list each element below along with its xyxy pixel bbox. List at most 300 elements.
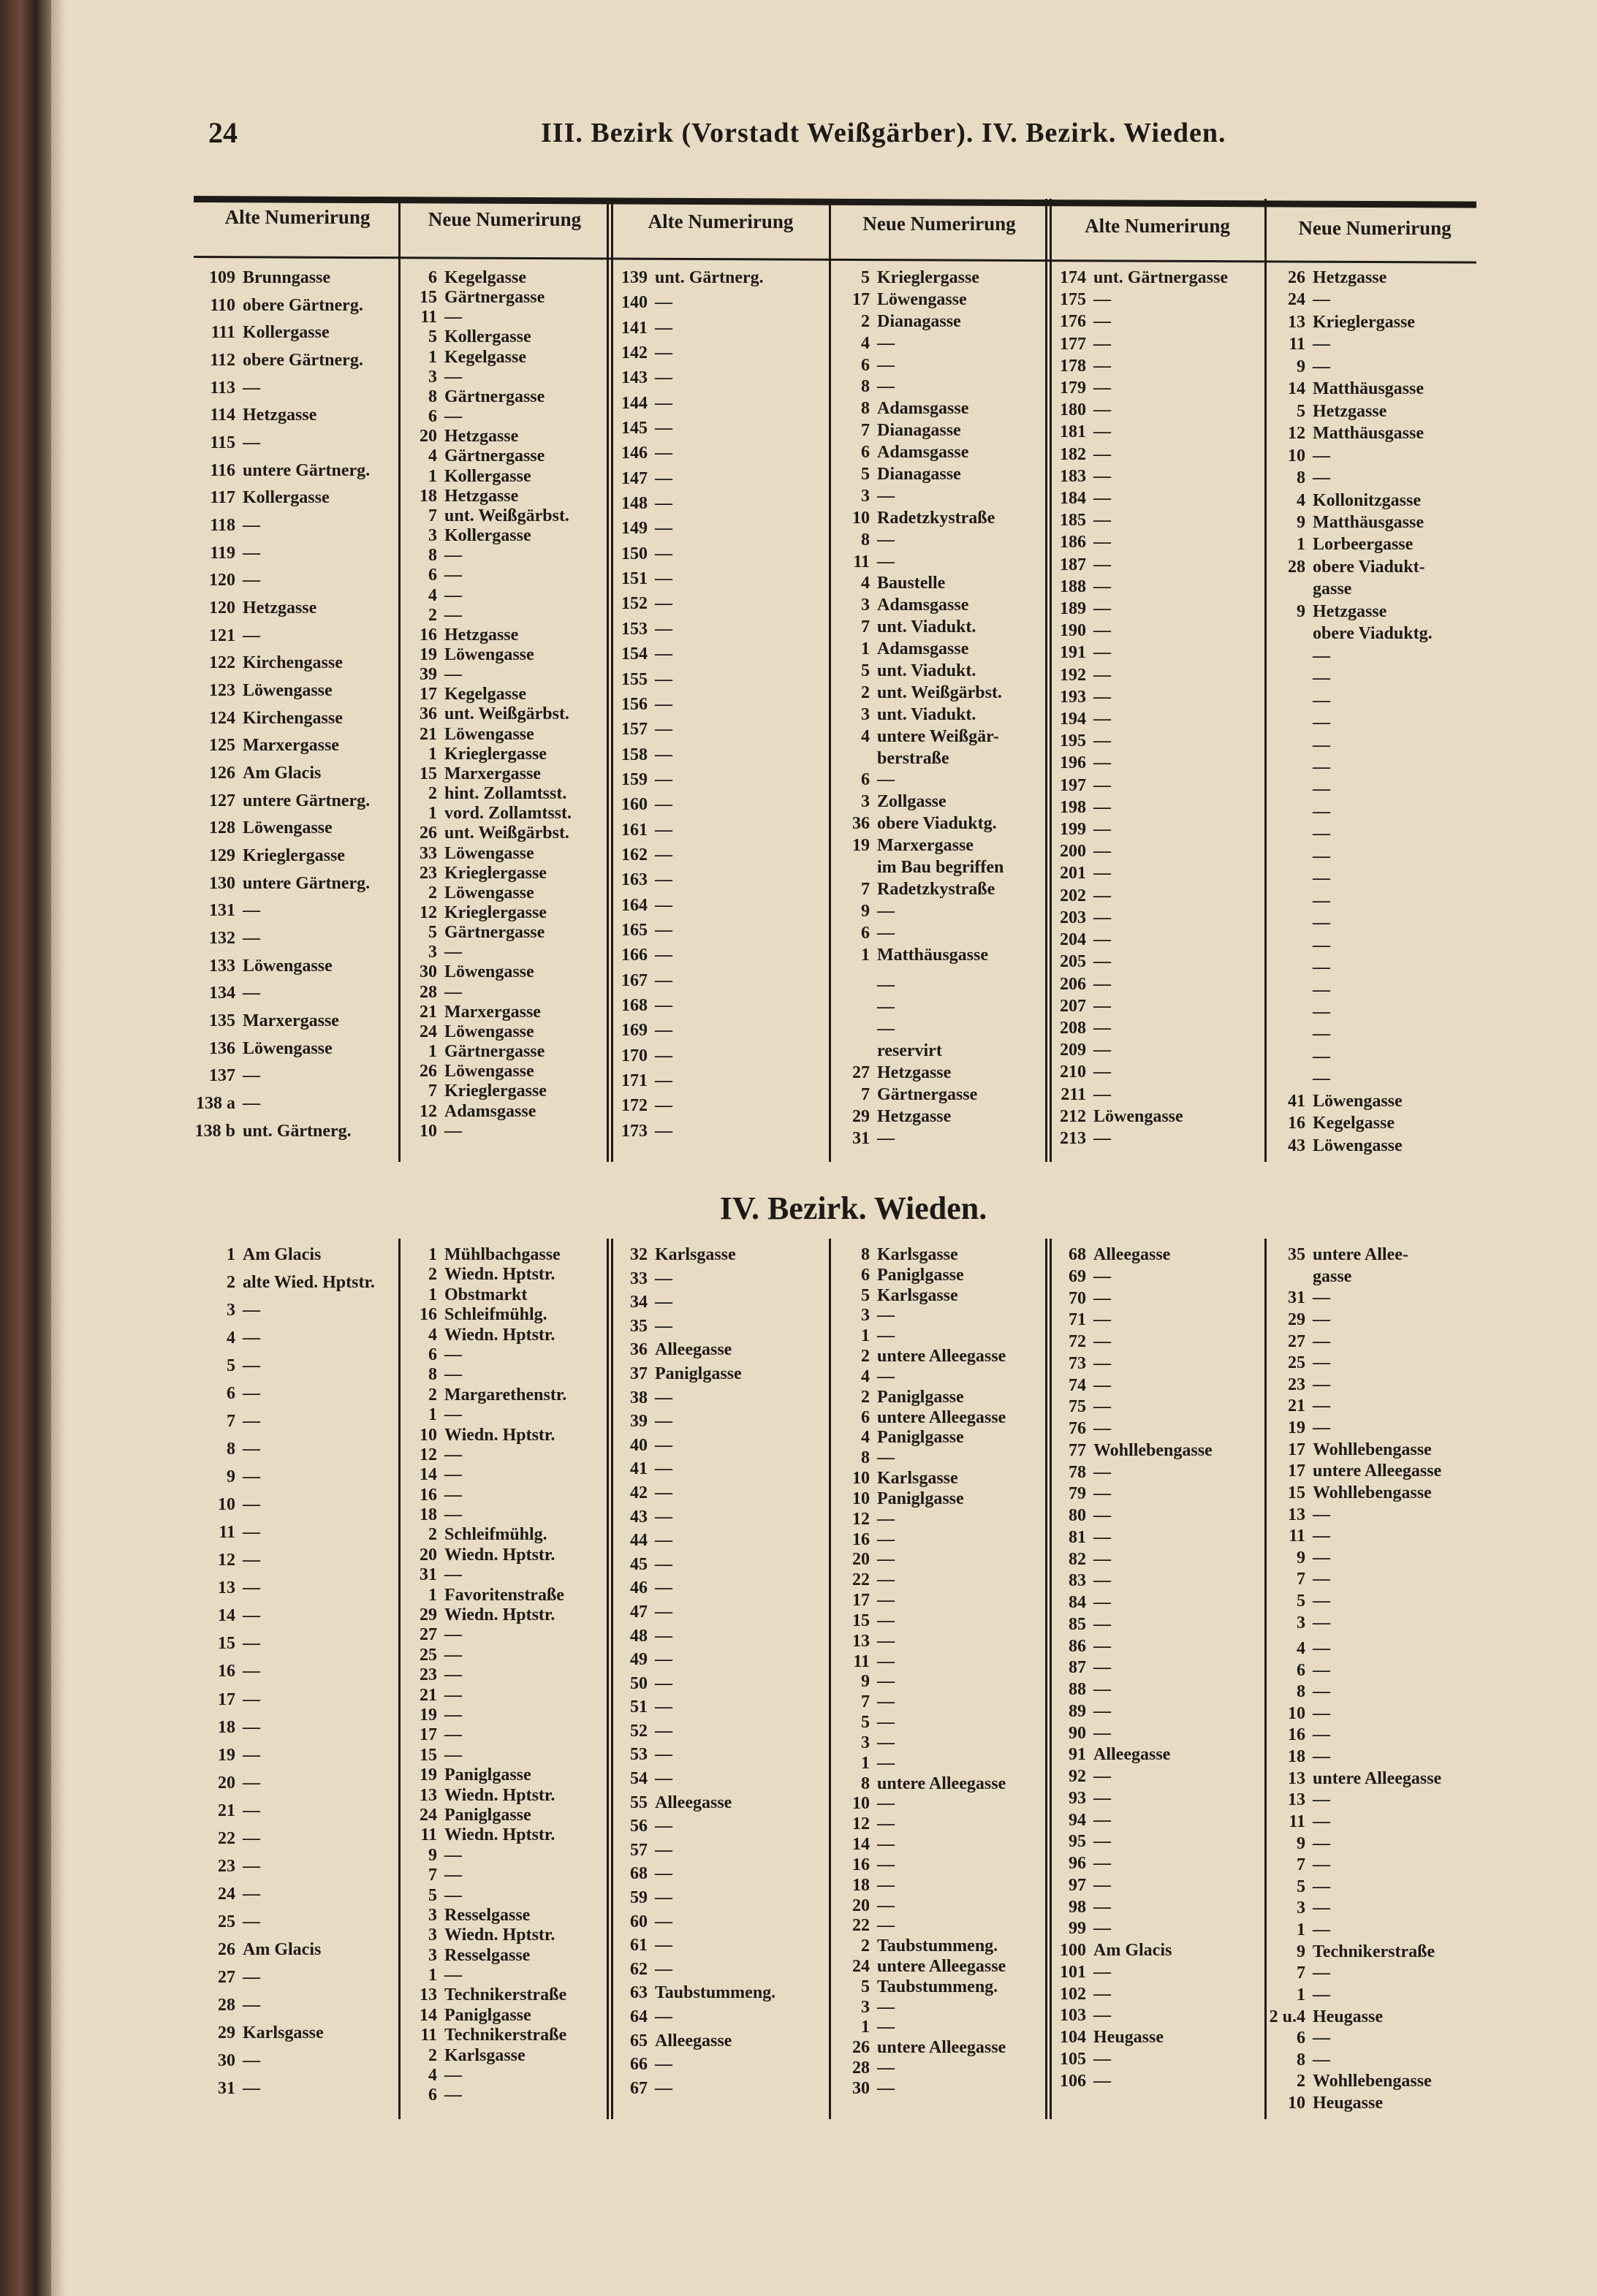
street-name: — [655, 1769, 672, 1789]
house-number: 43 [1288, 1136, 1305, 1155]
house-number: 1 [861, 1326, 870, 1346]
street-name: — [1093, 1549, 1111, 1569]
table-row [1044, 1464, 1259, 1481]
table-row [827, 1775, 1039, 1793]
street-name: — [243, 901, 260, 921]
street-name: — [444, 1885, 462, 1905]
house-number: 64 [630, 2007, 648, 2026]
house-number: 149 [621, 519, 648, 539]
table-row [193, 517, 390, 534]
table-row [193, 682, 390, 699]
table-row [1044, 468, 1259, 485]
street-name: — [877, 1570, 895, 1590]
table-row [395, 1746, 603, 1764]
street-name: — [655, 1293, 672, 1312]
house-number: 105 [1060, 2049, 1086, 2069]
table-row [827, 1388, 1039, 1406]
house-number: 162 [621, 845, 648, 864]
house-number: 182 [1060, 444, 1086, 464]
table-row [1263, 1549, 1475, 1567]
street-name: — [655, 293, 672, 313]
street-name: — [877, 377, 895, 397]
house-number: 47 [630, 1602, 648, 1622]
house-number: 16 [218, 1662, 235, 1681]
house-number: 8 [227, 1440, 235, 1459]
street-name: — [877, 1611, 895, 1630]
street-name: Marxergasse [243, 736, 339, 756]
street-name: — [1093, 621, 1111, 641]
house-number: 16 [852, 1855, 870, 1874]
table-row [1263, 1114, 1475, 1132]
table-row [1263, 1592, 1475, 1610]
house-number: 8 [428, 387, 437, 406]
table-row [395, 705, 603, 723]
street-name: Hetzgasse [1313, 601, 1387, 621]
table-row [1044, 1833, 1259, 1850]
street-name: — [1313, 357, 1330, 376]
table-row [1044, 1507, 1259, 1524]
street-name: — [1093, 1063, 1111, 1082]
table-row [1044, 754, 1259, 772]
table-row [605, 2056, 824, 2073]
street-name: — [1093, 1919, 1111, 1939]
house-number: 17 [420, 685, 437, 704]
house-number: 23 [1288, 1375, 1305, 1394]
house-number: 74 [1069, 1375, 1086, 1395]
street-name: — [655, 1888, 672, 1908]
table-row [1263, 1943, 1475, 1961]
street-name: — [877, 1529, 895, 1549]
street-name: — [1093, 1854, 1111, 1873]
street-name: Löwengasse [444, 883, 534, 902]
table-column [193, 269, 390, 1140]
street-name: — [877, 1794, 895, 1814]
table-row [605, 671, 824, 688]
table-row [1044, 512, 1259, 529]
table-row [605, 1389, 824, 1407]
street-name: Technikerstraße [1313, 1942, 1435, 1961]
table-row [605, 696, 824, 713]
table-row [193, 1095, 390, 1112]
street-name: — [877, 1835, 895, 1855]
table-row [395, 884, 603, 902]
house-number: 147 [621, 468, 648, 488]
table-row [395, 904, 603, 921]
street-name: Kegelgasse [444, 347, 526, 367]
house-number: 104 [1060, 2028, 1086, 2047]
house-number [827, 750, 877, 767]
table-row [1044, 1877, 1259, 1894]
house-number: 17 [1288, 1440, 1305, 1459]
table-row [395, 1726, 603, 1744]
house-number: 17 [852, 289, 870, 309]
house-number: 31 [218, 2078, 235, 2098]
house-number: 161 [621, 820, 648, 840]
table-row [395, 785, 603, 802]
street-name: untere Alleegasse [1313, 1461, 1442, 1481]
house-number [1263, 959, 1313, 976]
table-row [395, 1847, 603, 1864]
house-number: 69 [1069, 1266, 1086, 1286]
table-row [193, 1746, 390, 1764]
house-number: 13 [218, 1578, 235, 1598]
street-name: — [243, 1717, 260, 1737]
table-row [1044, 401, 1259, 419]
street-name: — [243, 1634, 260, 1654]
street-name: — [655, 1864, 672, 1884]
house-number: 10 [852, 508, 870, 528]
street-name: — [1093, 466, 1111, 486]
street-name: untere Alleegasse [1313, 1768, 1442, 1788]
house-number [1263, 848, 1313, 865]
house-number: 138 b [194, 1121, 235, 1141]
street-name: — [243, 984, 260, 1003]
table-row [1263, 780, 1475, 798]
street-name: — [1093, 1571, 1111, 1591]
house-number: 97 [1069, 1875, 1086, 1895]
table-row [605, 997, 824, 1014]
street-name: gasse [1313, 579, 1352, 599]
street-name: — [1093, 1658, 1111, 1678]
street-name: — [243, 1773, 260, 1793]
house-number: 9 [1297, 1833, 1305, 1853]
table-row [827, 815, 1039, 832]
table-row [1263, 2094, 1475, 2112]
house-number: 1 [1297, 1920, 1305, 1939]
street-name: Krieglergasse [444, 744, 547, 764]
house-number: 8 [1297, 1682, 1305, 1702]
house-number: 16 [852, 1529, 870, 1549]
street-name: unt. Weißgärbst. [444, 506, 569, 525]
house-number: 33 [420, 843, 437, 863]
table-row [1044, 1333, 1259, 1350]
street-name: Taubstummeng. [877, 1977, 998, 1996]
table-row [827, 859, 1039, 876]
street-name: Löwengasse [1093, 1106, 1183, 1126]
street-name: untere Gärtnerg. [243, 873, 371, 893]
house-number [1263, 1268, 1313, 1285]
street-name: — [1093, 1128, 1111, 1148]
table-row [395, 1907, 603, 1924]
table-row [605, 1889, 824, 1907]
house-number: 164 [621, 895, 648, 915]
house-number: 6 [428, 268, 437, 287]
table-row [605, 470, 824, 487]
street-name: — [877, 901, 895, 921]
street-name: — [655, 769, 672, 789]
house-number: 3 [1297, 1898, 1305, 1918]
table-row [193, 1635, 390, 1652]
street-name: — [1313, 691, 1330, 710]
house-number: 18 [218, 1717, 235, 1737]
house-number: 13 [1288, 1505, 1305, 1524]
house-number: 10 [1288, 446, 1305, 465]
house-number: 5 [861, 661, 870, 681]
house-number: 68 [630, 1864, 648, 1884]
table-row [395, 1926, 603, 1944]
table-row [1044, 1355, 1259, 1372]
house-number: 6 [861, 1407, 870, 1427]
table-row [395, 2007, 603, 2024]
table-row [1044, 1638, 1259, 1655]
street-name: untere Gärtnerg. [243, 791, 371, 810]
table-row [193, 1691, 390, 1708]
house-number [1263, 914, 1313, 932]
street-name: — [1313, 1638, 1330, 1658]
street-name: — [877, 1733, 895, 1752]
house-number: 207 [1060, 996, 1086, 1016]
table-row [1044, 1681, 1259, 1698]
house-number: 200 [1060, 842, 1086, 862]
house-number: 2 [861, 1347, 870, 1366]
house-number: 2 [428, 1525, 437, 1545]
house-number: 1 [861, 2018, 870, 2037]
table-row [395, 1666, 603, 1684]
house-number: 9 [227, 1467, 235, 1487]
table-row [827, 400, 1039, 417]
street-name: — [243, 1384, 260, 1404]
table-row [1263, 269, 1475, 286]
street-name: Baustelle [877, 574, 946, 593]
house-number: 29 [852, 1106, 870, 1126]
column-header: Neue Numerirung [1298, 217, 1452, 239]
street-name: — [1093, 1041, 1111, 1060]
house-number: 44 [630, 1531, 648, 1551]
table-row [827, 1571, 1039, 1589]
street-name: Marxergasse [877, 836, 974, 856]
table-row [395, 1866, 603, 1884]
house-number: 3 [428, 526, 437, 546]
street-name: Löwengasse [444, 1022, 534, 1041]
street-name: — [655, 1507, 672, 1527]
table-column [827, 269, 1039, 1147]
house-number: 11 [1289, 1527, 1305, 1546]
table-row [1044, 1812, 1259, 1829]
house-number: 1 [861, 1753, 870, 1773]
street-name: Löwengasse [444, 843, 534, 863]
table-row [395, 2086, 603, 2104]
table-row [395, 1246, 603, 1263]
table-row [395, 1082, 603, 1100]
table-row [605, 1913, 824, 1931]
table-row [395, 1286, 603, 1304]
table-row [1263, 558, 1475, 576]
table-row [1263, 1419, 1475, 1437]
table-row [1044, 269, 1259, 286]
house-number: 86 [1069, 1636, 1086, 1656]
table-row [395, 963, 603, 981]
house-number: 35 [630, 1316, 648, 1336]
house-number: 62 [630, 1959, 648, 1979]
street-name: — [1093, 974, 1111, 994]
street-name: — [1313, 1288, 1330, 1308]
table-row [1263, 492, 1475, 509]
house-number: 30 [420, 962, 437, 982]
house-number: 18 [420, 1505, 437, 1525]
house-number: 172 [621, 1096, 648, 1116]
house-number: 27 [1288, 1331, 1305, 1351]
table-row [827, 1551, 1039, 1568]
table-row [1263, 1484, 1475, 1502]
house-number [1263, 714, 1313, 731]
table-row [827, 837, 1039, 854]
house-number: 1 [428, 1405, 437, 1425]
street-name: — [1313, 757, 1330, 777]
table-row [1263, 1376, 1475, 1394]
table-row [395, 1887, 603, 1904]
house-number: 17 [852, 1591, 870, 1611]
table-row [1263, 714, 1475, 731]
house-number: 209 [1060, 1041, 1086, 1060]
street-name: obere Viadukt- [1313, 557, 1425, 577]
street-name: — [243, 1467, 260, 1487]
table-row [827, 2018, 1039, 2036]
street-name: — [655, 995, 672, 1015]
house-number: 126 [209, 764, 235, 783]
street-name: Am Glacis [243, 1245, 322, 1264]
street-name: Paniglgasse [877, 1428, 964, 1448]
table-row [193, 1858, 390, 1875]
table-row [605, 1627, 824, 1645]
table-row [193, 351, 390, 369]
street-name: — [877, 1019, 895, 1039]
table-row [1263, 647, 1475, 665]
street-name: — [444, 1121, 462, 1141]
house-number: 114 [210, 406, 235, 425]
house-number: 24 [420, 1805, 437, 1825]
house-number: 98 [1069, 1897, 1086, 1917]
house-number: 19 [1288, 1418, 1305, 1437]
street-name: — [1313, 735, 1330, 755]
street-name: Löwengasse [444, 962, 534, 982]
house-number: 5 [861, 1285, 870, 1305]
street-name: Löwengasse [1313, 1091, 1403, 1111]
house-number: 115 [210, 433, 235, 453]
table-row [1044, 490, 1259, 507]
house-number: 13 [1288, 312, 1305, 332]
table-row [193, 984, 390, 1002]
street-name: — [243, 1606, 260, 1626]
house-number: 30 [852, 2078, 870, 2098]
table-row [395, 1306, 603, 1323]
table-row [395, 1063, 603, 1080]
street-name: — [655, 343, 672, 363]
table-row [605, 369, 824, 387]
house-number: 8 [428, 1365, 437, 1385]
table-row [1263, 536, 1475, 553]
street-name: Matthäusgasse [1313, 424, 1425, 444]
street-name: — [243, 516, 260, 536]
table-row [395, 1766, 603, 1784]
house-number: 131 [209, 901, 235, 921]
house-number: 29 [1288, 1309, 1305, 1329]
house-number: 23 [218, 1856, 235, 1876]
table-row [193, 406, 390, 424]
table-row [1263, 1137, 1475, 1155]
house-number: 14 [420, 2005, 437, 2025]
table-row [1263, 937, 1475, 954]
street-name: — [1313, 1002, 1330, 1022]
house-number: 9 [861, 901, 870, 921]
house-number: 3 [1297, 1613, 1305, 1632]
table-row [1263, 1441, 1475, 1459]
street-name: — [444, 1665, 462, 1685]
table-row [827, 902, 1039, 920]
table-row [827, 998, 1039, 1016]
house-number [827, 1020, 877, 1038]
street-name: — [1093, 797, 1111, 817]
table-row [1263, 669, 1475, 687]
table-row [605, 1318, 824, 1335]
street-name: — [655, 1021, 672, 1041]
table-row [827, 1347, 1039, 1365]
street-name: — [243, 1801, 260, 1820]
table-row [1263, 514, 1475, 531]
table-row [1044, 976, 1259, 993]
table-row [1263, 380, 1475, 398]
table-row [1044, 1086, 1259, 1103]
table-row [1263, 759, 1475, 776]
street-name: Schleifmühlg. [444, 1525, 547, 1545]
street-name: — [1093, 1875, 1111, 1895]
table-row [395, 388, 603, 406]
house-number: 28 [218, 1995, 235, 2015]
street-name: — [655, 720, 672, 740]
table-row [1044, 997, 1259, 1015]
house-number: 13 [420, 1985, 437, 2005]
house-number: 188 [1060, 577, 1086, 596]
house-number: 8 [861, 1448, 870, 1468]
table-row [605, 570, 824, 588]
house-number: 139 [621, 268, 648, 287]
street-name: — [1313, 1396, 1330, 1416]
street-name: — [877, 530, 895, 550]
street-name: obere Viaduktg. [877, 814, 997, 834]
table-row [395, 468, 603, 485]
table-row [1263, 1614, 1475, 1632]
table-row [827, 1510, 1039, 1528]
house-number: 59 [630, 1888, 648, 1908]
street-name: Adamsgasse [877, 639, 969, 659]
house-number: 1 [227, 1245, 235, 1264]
street-name: — [1313, 335, 1330, 354]
table-row [1263, 625, 1475, 642]
table-row [605, 1365, 824, 1383]
street-name: — [655, 694, 672, 714]
street-name: reservirt [877, 1041, 942, 1060]
street-name: — [1093, 1419, 1111, 1438]
table-row [1263, 1289, 1475, 1307]
table-row [1263, 1003, 1475, 1021]
street-name: — [1093, 489, 1111, 509]
house-number: 31 [420, 1565, 437, 1585]
table-row [1044, 843, 1259, 860]
table-row [1263, 358, 1475, 376]
table-row [827, 1108, 1039, 1125]
street-name: Marxergasse [444, 764, 541, 783]
house-number: 197 [1060, 775, 1086, 795]
house-number: 1 [428, 347, 437, 367]
street-name: Krieglergasse [1313, 312, 1415, 332]
house-number: 8 [861, 1774, 870, 1793]
table-row [395, 547, 603, 564]
house-number: 1 [428, 1042, 437, 1062]
street-name: unt. Gärtnergasse [1093, 268, 1228, 287]
street-name: — [655, 795, 672, 815]
table-row [1263, 1092, 1475, 1110]
table-row [605, 871, 824, 889]
street-name: — [1093, 1527, 1111, 1547]
